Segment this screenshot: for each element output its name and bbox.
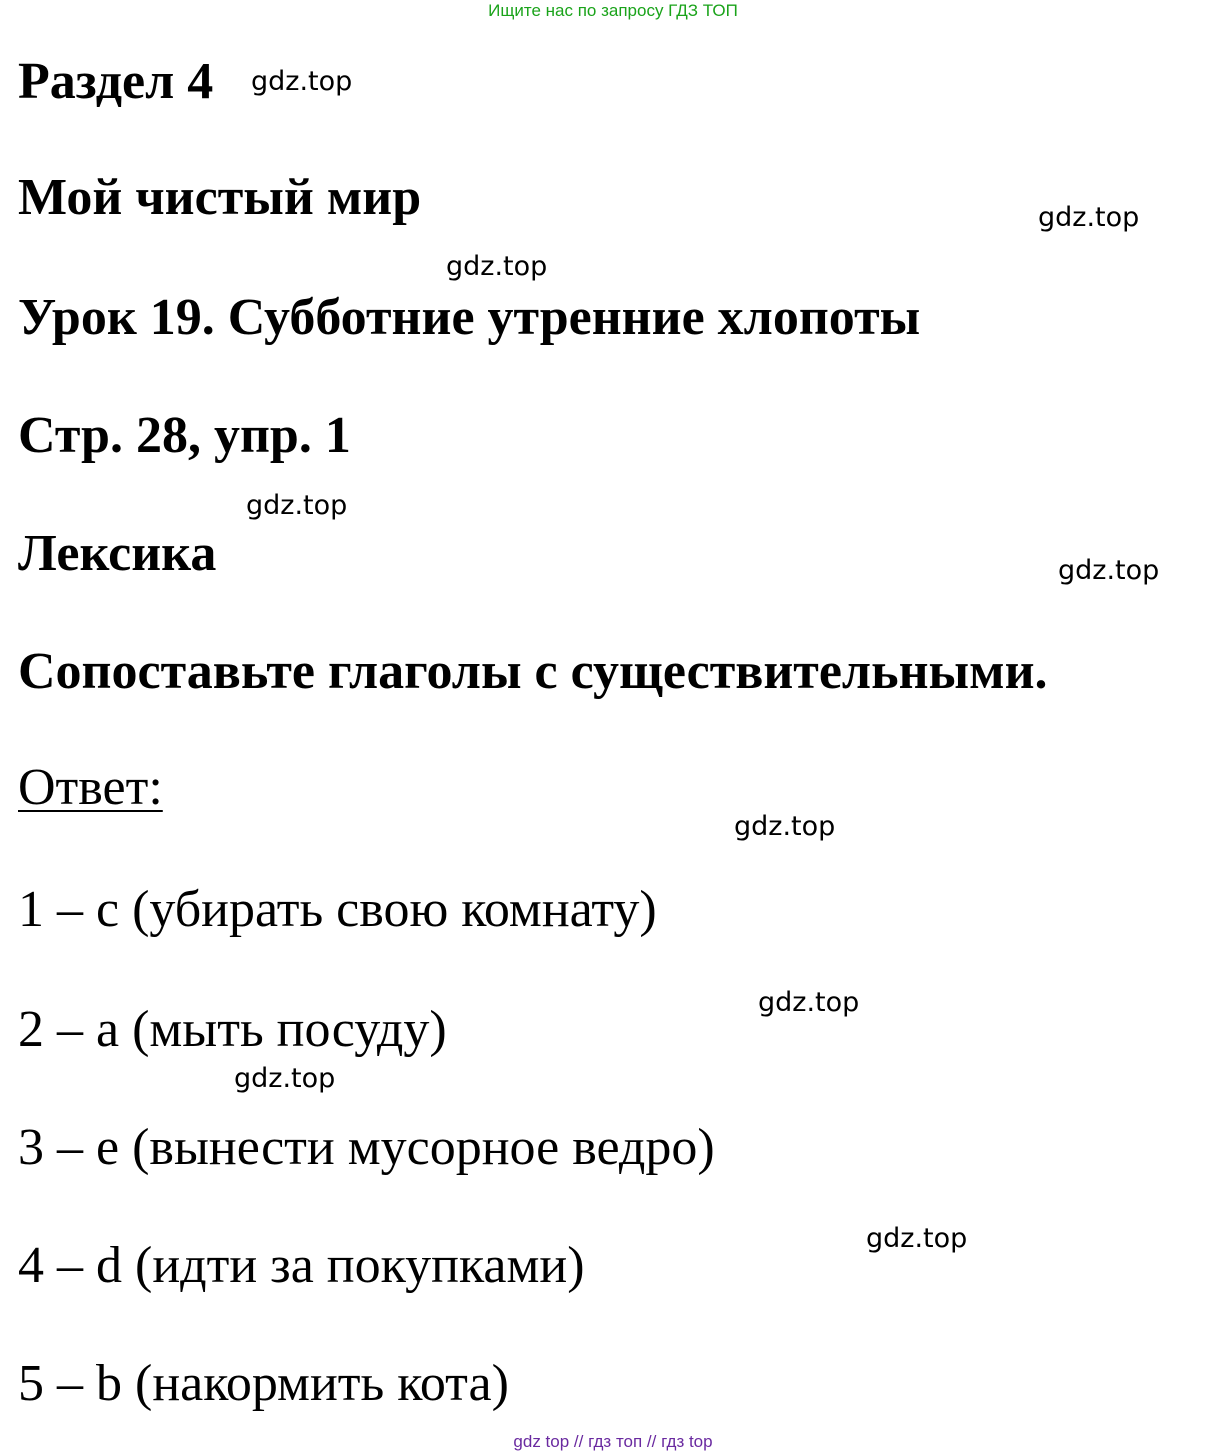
answer-label: Ответ: (18, 759, 163, 816)
answer-item: 3 – e (вынести мусорное ведро) (18, 1119, 715, 1176)
watermark: gdz.top (251, 66, 353, 97)
unit-title: Мой чистый мир (18, 169, 422, 226)
watermark: gdz.top (1038, 202, 1140, 233)
watermark: gdz.top (234, 1063, 336, 1094)
answer-item: 1 – c (убирать свою комнату) (18, 881, 657, 938)
watermark: gdz.top (734, 811, 836, 842)
task-text: Сопоставьте глаголы с существительными. (18, 643, 1048, 700)
lesson-title: Урок 19. Субботние утренние хлопоты (18, 289, 921, 346)
watermark: gdz.top (246, 490, 348, 521)
watermark: gdz.top (446, 251, 548, 282)
topic-heading: Лексика (18, 525, 217, 582)
watermark: gdz.top (866, 1223, 968, 1254)
answer-item: 2 – a (мыть посуду) (18, 1001, 447, 1058)
top-banner: Ищите нас по запросу ГДЗ ТОП (488, 1, 738, 20)
section-heading: Раздел 4 (18, 53, 214, 110)
bottom-banner: gdz top // гдз топ // гдз top (513, 1432, 713, 1451)
watermark: gdz.top (1058, 555, 1160, 586)
page-reference: Стр. 28, упр. 1 (18, 407, 351, 464)
watermark: gdz.top (758, 987, 860, 1018)
answer-item: 5 – b (накормить кота) (18, 1355, 509, 1412)
answer-item: 4 – d (идти за покупками) (18, 1237, 585, 1294)
